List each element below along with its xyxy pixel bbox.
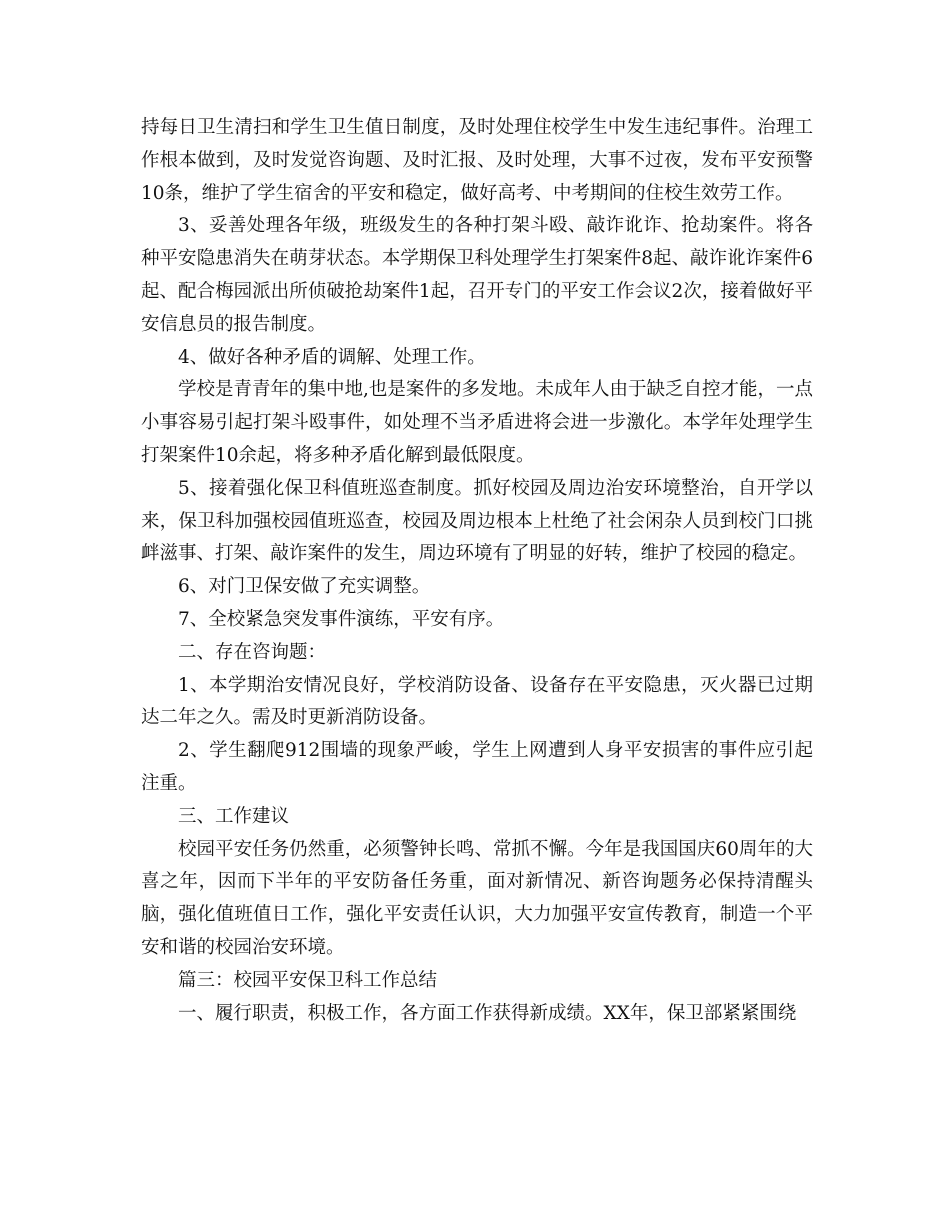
section-heading-suggestions: 三、工作建议	[178, 805, 290, 827]
paragraph-issue-2: 2、学生翻爬912围墙的现象严峻，学生上网遭到人身平安损害的事件应引起注重。	[141, 740, 813, 794]
paragraph-continued-text: 持每日卫生清扫和学生卫生值日制度，及时处理住校学生中发生违纪事件。治理工作根本做到，及时发觉咨询题、及时汇报、及时处理，大事不过夜，发布平安预警10条，维护了学生宿舍的平安和稳定，做好高考、中考期间的住校生效劳工作。	[141, 117, 813, 204]
paragraph-item-4: 4、做好各种矛盾的调解、处理工作。	[178, 346, 486, 368]
paragraph-item-3: 3、妥善处理各年级，班级发生的各种打架斗殴、敲诈讹诈、抢劫案件。将各种平安隐患消失在萌芽状态。本学期保卫科处理学生打架案件8起、敲诈讹诈案件6起、配合梅园派出所侦破抢劫案件1起，召开专门的平安工作会议2次，接着做好平安信息员的报告制度。	[141, 215, 813, 335]
paragraph-item-7: 7、全校紧急突发事件演练，平安有序。	[178, 608, 505, 630]
paragraph-part-three-intro: 一、履行职责，积极工作，各方面工作获得新成绩。XX年，保卫部紧紧围绕	[178, 1002, 797, 1024]
paragraph-item-6: 6、对门卫保安做了充实调整。	[178, 576, 431, 598]
article-title-part-three: 篇三：校园平安保卫科工作总结	[178, 969, 438, 991]
paragraph-item-5: 5、接着强化保卫科值班巡查制度。抓好校园及周边治安环境整治，自开学以来，保卫科加强校园值班巡查，校园及周边根本上杜绝了社会闲杂人员到校门口挑衅滋事、打架、敲诈案件的发生，周边环境有了明显的好转，维护了校园的稳定。	[141, 477, 813, 565]
paragraph-campus-conflicts: 学校是青青年的集中地,也是案件的多发地。未成年人由于缺乏自控才能，一点小事容易引起打架斗殴事件，如处理不当矛盾进将会进一步激化。本学年处理学生打架案件10余起，将多种矛盾化解到最低限度。	[141, 379, 813, 466]
section-heading-issues: 二、存在咨询题：	[178, 641, 327, 663]
paragraph-suggestions: 校园平安任务仍然重，必须警钟长鸣、常抓不懈。今年是我国国庆60周年的大喜之年，因而下半年的平安防备任务重，面对新情况、新咨询题务必保持清醒头脑，强化值班值日工作，强化平安责任认识，大力加强平安宣传教育，制造一个平安和谐的校园治安环境。	[141, 838, 813, 958]
paragraph-issue-1: 1、本学期治安情况良好，学校消防设备、设备存在平安隐患，灭火器已过期达二年之久。需及时更新消防设备。	[141, 674, 813, 729]
document-body	[141, 112, 813, 1030]
